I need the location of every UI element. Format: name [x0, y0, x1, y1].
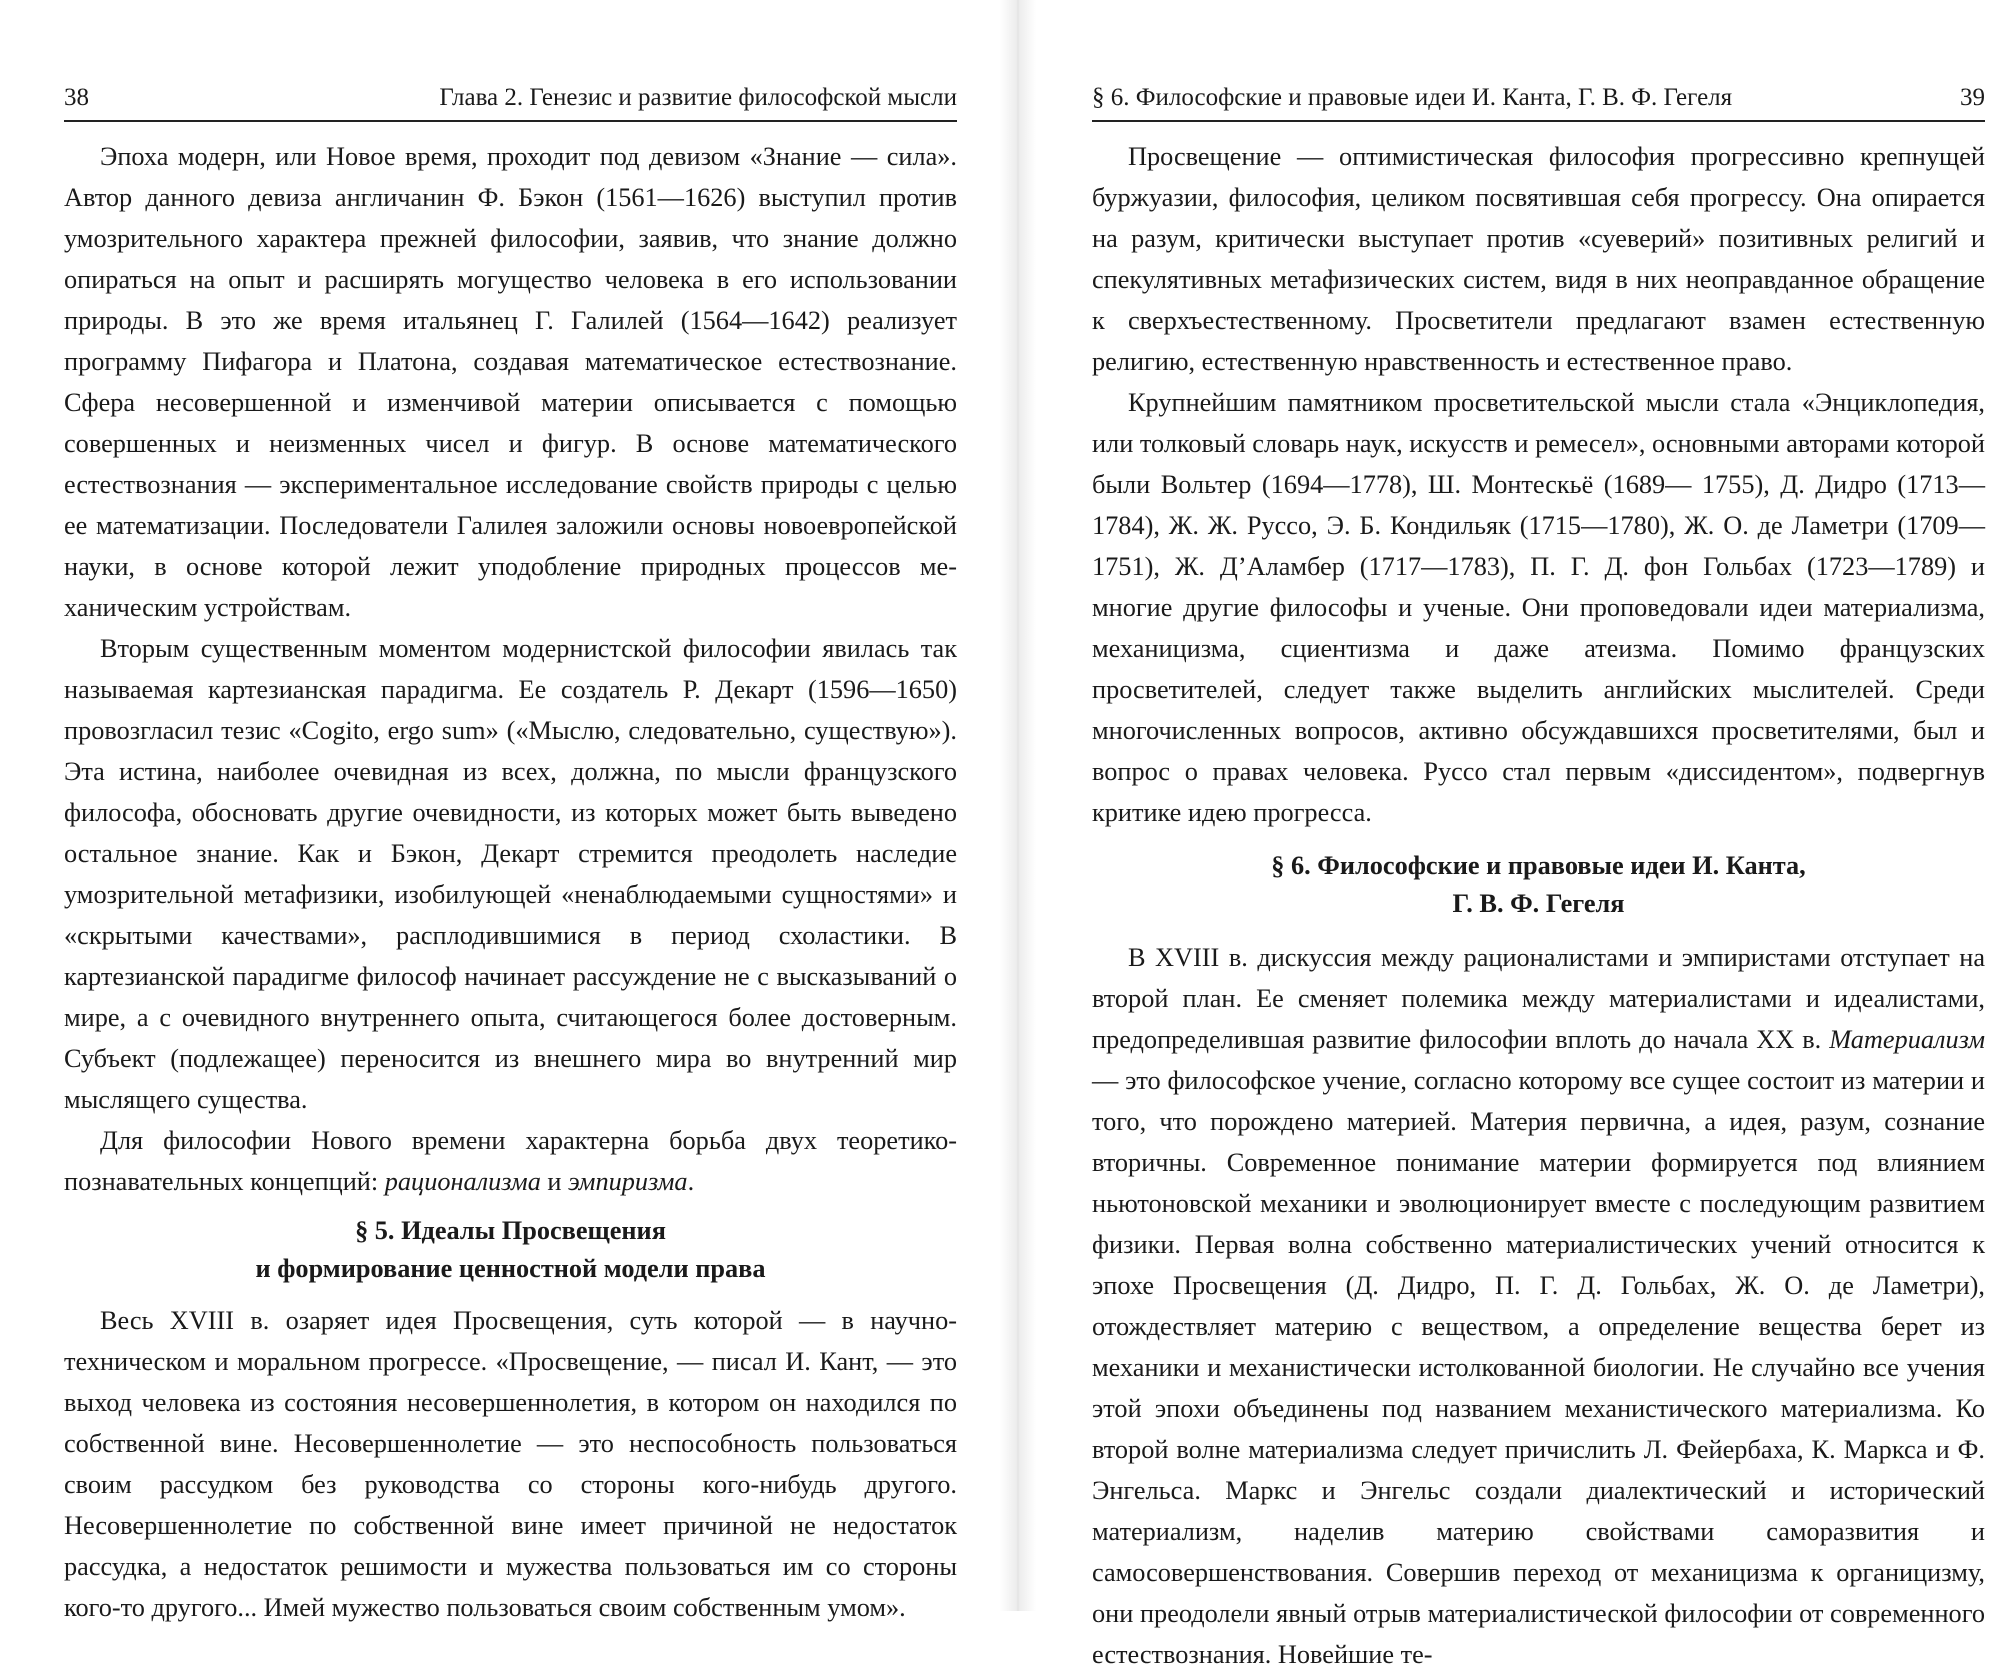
right-paragraph-2: Крупнейшим памятником просветительской мысли стала «Энциклопедия, или толковый словарь наук, искусств и ремесел», основными авторами которой были Вольтер (1694—1778), Ш. Монтескьё (1689— 1755), Д. Дидро (1713—1784), Ж. Ж. Руссо, Э. Б. Кондильяк (1715—1780), Ж. О. де Ламетри (1709—1751), Ж. Д’Аламбер (1717—1783), П. Г. Д. фон Гольбах (1723—1789) и многие другие философы и ученые. Они проповедовали идеи материализма, механицизма, сциентизма и даже атеизма. Помимо французских просветителей, следует также выделить английских мыслителей. Среди многочисленных вопросов, активно обсуждавшихся просветителями, был и вопрос о правах человека. Руссо стал первым «диссидентом», подвергнув критике идею прогресса.	[1092, 388, 1985, 827]
right-paragraph-3	[1092, 937, 1985, 1675]
section-5-heading-line-1: § 5. Идеалы Просвещения	[355, 1216, 666, 1245]
section-6-heading-line-1: § 6. Философские и правовые идеи И. Канта,	[1271, 851, 1806, 880]
section-6-heading-line-2: Г. В. Ф. Гегеля	[1452, 889, 1625, 918]
left-page-number: 38	[64, 84, 89, 111]
left-paragraph-3-end: .	[687, 1167, 695, 1196]
right-page-number: 39	[1960, 84, 1985, 111]
section-6-heading	[1092, 847, 1985, 923]
term-materialism: Материализм	[1829, 1025, 1985, 1054]
left-paragraph-3-and: и	[540, 1167, 569, 1196]
right-running-title: § 6. Философские и правовые идеи И. Канта, Г. В. Ф. Гегеля	[1092, 84, 1733, 111]
left-page-body	[64, 122, 957, 1628]
section-5-heading-line-2: и формирование ценностной модели права	[255, 1254, 766, 1283]
left-running-head	[64, 80, 957, 122]
right-running-head	[1092, 80, 1985, 122]
term-empiricism: эмпиризма	[568, 1167, 688, 1196]
right-paragraph-3-start: В XVIII в. дискуссия между рационалистами и эмпиристами отступает на второй план. Ее сменяет полемика между материалистами и идеалистами, предопределившая развитие философии вплоть до начала XX в.	[1092, 943, 1985, 1054]
left-paragraph-1: Эпоха модерн, или Новое время, проходит под девизом «Знание — сила». Автор данного девиза англичанин Ф. Бэкон (1561—1626) выступил против умозрительного характера прежней философии, заявив, что знание должно опираться на опыт и расширять могущество человека в его использовании природы. В это же время итальянец Г. Галилей (1564—1642) реализует программу Пифагора и Платона, создавая математическое естествознание. Сфера несовершенной и изменчивой материи описывается с помощью совершенных и неизменных чисел и фигур. В основе математического естествознания — экспериментальное исследование свойств природы с целью ее математизации. Последователи Галилея заложили основы новоевропейской науки, в основе которой лежит уподобление природных процессов механическим устройствам.	[64, 142, 957, 622]
left-page	[64, 80, 957, 1628]
left-paragraph-3-text: Для философии Нового времени характерна борьба двух теоретико-познавательных концепций:	[64, 1126, 957, 1196]
term-rationalism: рационализма	[384, 1167, 541, 1196]
right-page	[1092, 80, 1985, 1675]
right-paragraph-1: Просвещение — оптимистическая философия прогрессивно крепнущей буржуазии, философия, целиком посвятившая себя прогрессу. Она опирается на разум, критически выступает против «суеверий» позитивных религий и спекулятивных метафизических систем, видя в них неоправданное обращение к сверхъестественному. Просветители предлагают взамен естественную религию, естественную нравственность и естественное право.	[1092, 142, 1985, 376]
left-paragraph-3	[64, 1120, 957, 1202]
left-paragraph-2: Вторым существенным моментом модернистской философии явилась так называемая картезианская парадигма. Ее создатель Р. Декарт (1596—1650) провозгласил тезис «Cogito, ergo sum» («Мыслю, следовательно, существую»). Эта истина, наиболее очевидная из всех, должна, по мысли французского философа, обосновать другие очевидности, из которых может быть выведено остальное знание. Как и Бэкон, Декарт стремится преодолеть наследие умозрительной метафизики, изобилующей «ненаблюдаемыми сущностями» и «скрытыми качествами», расплодившимися в период схоластики. В картезианской парадигме философ начинает рассуждение не с высказываний о мире, а с очевидного внутреннего опыта, считающегося более достоверным. Субъект (подлежащее) переносится из внешнего мира во внутренний мир мыслящего существа.	[64, 634, 957, 1114]
left-running-title: Глава 2. Генезис и развитие философской мысли	[439, 84, 957, 111]
book-gutter	[1000, 0, 1036, 1611]
right-page-body	[1092, 122, 1985, 1675]
right-paragraph-3-rest: — это философское учение, согласно которому все сущее состоит из материи и того, что порождено материей. Материя первична, а идея, разум, сознание вторичны. Современное понимание материи формируется под влиянием ньютоновской механики и эволюционирует вместе с последующим развитием физики. Первая волна собственно материалистических учений относится к эпохе Просвещения (Д. Дидро, П. Г. Д. Гольбах, Ж. О. де Ламетри), отождествляет материю с веществом, а определение вещества берет из механики и механистически истолкованной биологии. Не случайно все учения этой эпохи объединены под названием механистического материализма. Ко второй волне материализма следует причислить Л. Фейербаха, К. Маркса и Ф. Энгельса. Маркс и Энгельс создали диалектический и исторический материализм, наделив материю свойствами саморазвития и самосовершенствования. Совершив переход от механицизма к органицизму, они преодолели явный отрыв материалистической философии от современного естествознания. Новейшие те-	[1092, 1066, 1985, 1669]
section-5-heading	[64, 1212, 957, 1288]
left-paragraph-4: Весь XVIII в. озаряет идея Просвещения, суть которой — в научно-техническом и моральном прогрессе. «Просвещение, — писал И. Кант, — это выход человека из состояния несовершеннолетия, в котором он находился по собственной вине. Несовершеннолетие — это неспособность пользоваться своим рассудком без руководства со стороны кого-нибудь другого. Несовершеннолетие по собственной вине имеет причиной не недостаток рассудка, а недостаток решимости и мужества пользоваться им со стороны кого-то другого... Имей мужество пользоваться своим собственным умом».	[64, 1306, 957, 1622]
